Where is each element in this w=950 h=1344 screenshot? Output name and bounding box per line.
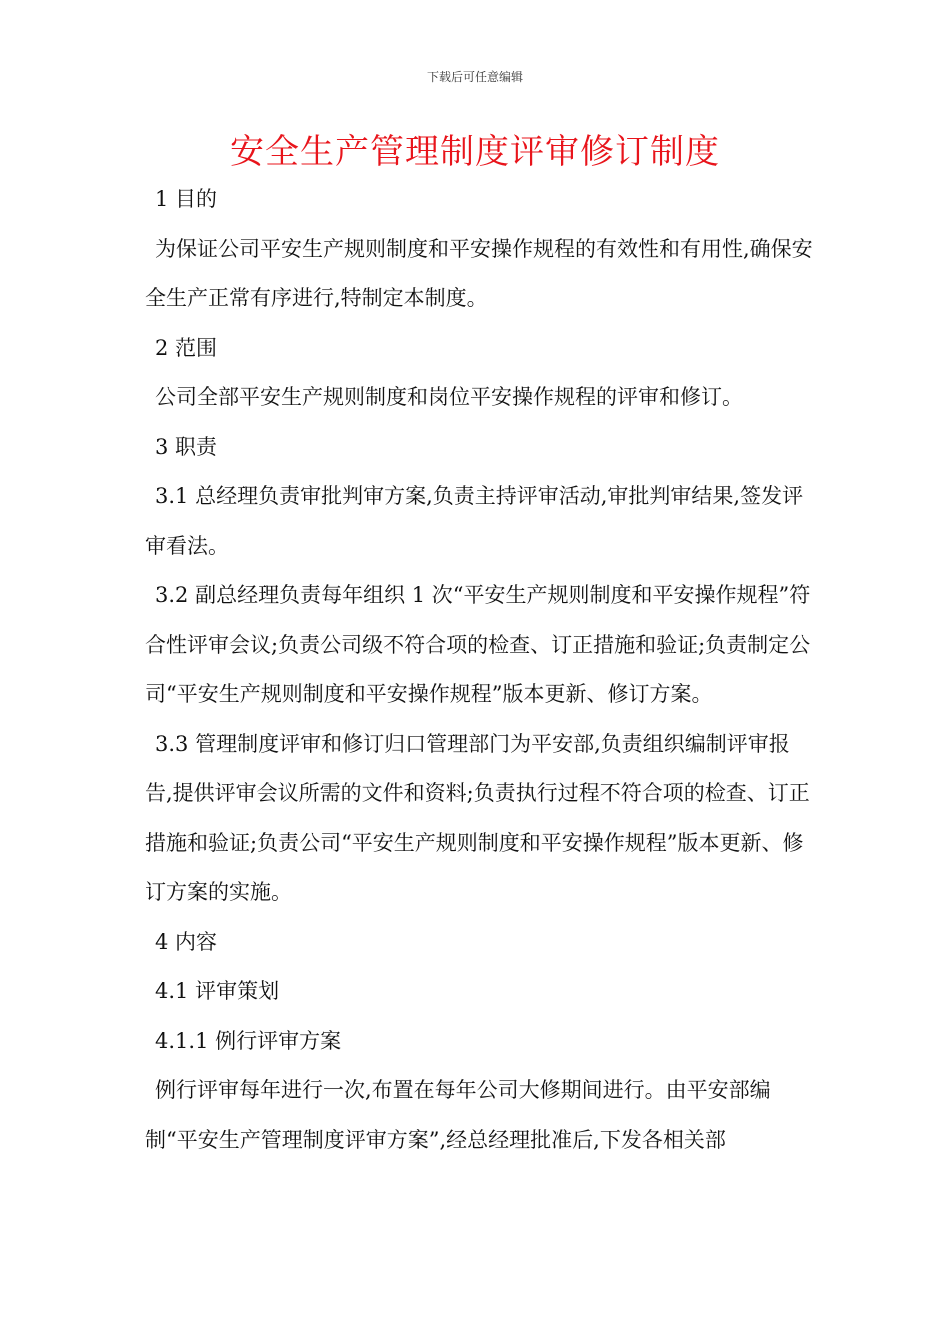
section-text-scope: 公司全部平安生产规则制度和岗位平安操作规程的评审和修订。: [155, 385, 743, 409]
section-text-purpose: 为保证公司平安生产规则制度和平安操作规程的有效性和有用性,确保安全生产正常有序进行,特制定本制度。: [145, 236, 813, 310]
section-text-duty-3-1: 3.1 总经理负责审批判审方案,负责主持评审活动,审批判审结果,签发评审看法。: [145, 484, 804, 558]
document-title: 安全生产管理制度评审修订制度: [230, 132, 720, 172]
section-heading-duties: 3 职责: [155, 434, 218, 459]
section-text-duty-3-3: 3.3 管理制度评审和修订归口管理部门为平安部,负责组织编制评审报告,提供评审会议所需的文件和资料;负责执行过程不符合项的检查、订正措施和验证;负责公司“平安生产规则制度和平安操作规程”版本更新、修订方案的实施。: [145, 731, 810, 904]
section-text-duty-3-2: 3.2 副总经理负责每年组织 1 次“平安生产规则制度和平安操作规程”符合性评审会议;负责公司级不符合项的检查、订正措施和验证;负责制定公司“平安生产规则制度和平安操作规程”版本更新、修订方案。: [145, 583, 811, 706]
document-body: [145, 175, 815, 1165]
section-heading-purpose: 1 目的: [155, 187, 218, 211]
section-heading-review-planning: 4.1 评审策划: [155, 979, 280, 1003]
section-text-routine-review: 例行评审每年进行一次,布置在每年公司大修期间进行。由平安部编制“平安生产管理制度评审方案”,经总经理批准后,下发各相关部: [145, 1078, 771, 1152]
header-note: 下载后可任意编辑: [426, 70, 523, 84]
section-heading-content: 4 内容: [155, 929, 218, 954]
section-heading-scope: 2 范围: [155, 335, 218, 360]
section-heading-routine-review: 4.1.1 例行评审方案: [155, 1028, 342, 1053]
